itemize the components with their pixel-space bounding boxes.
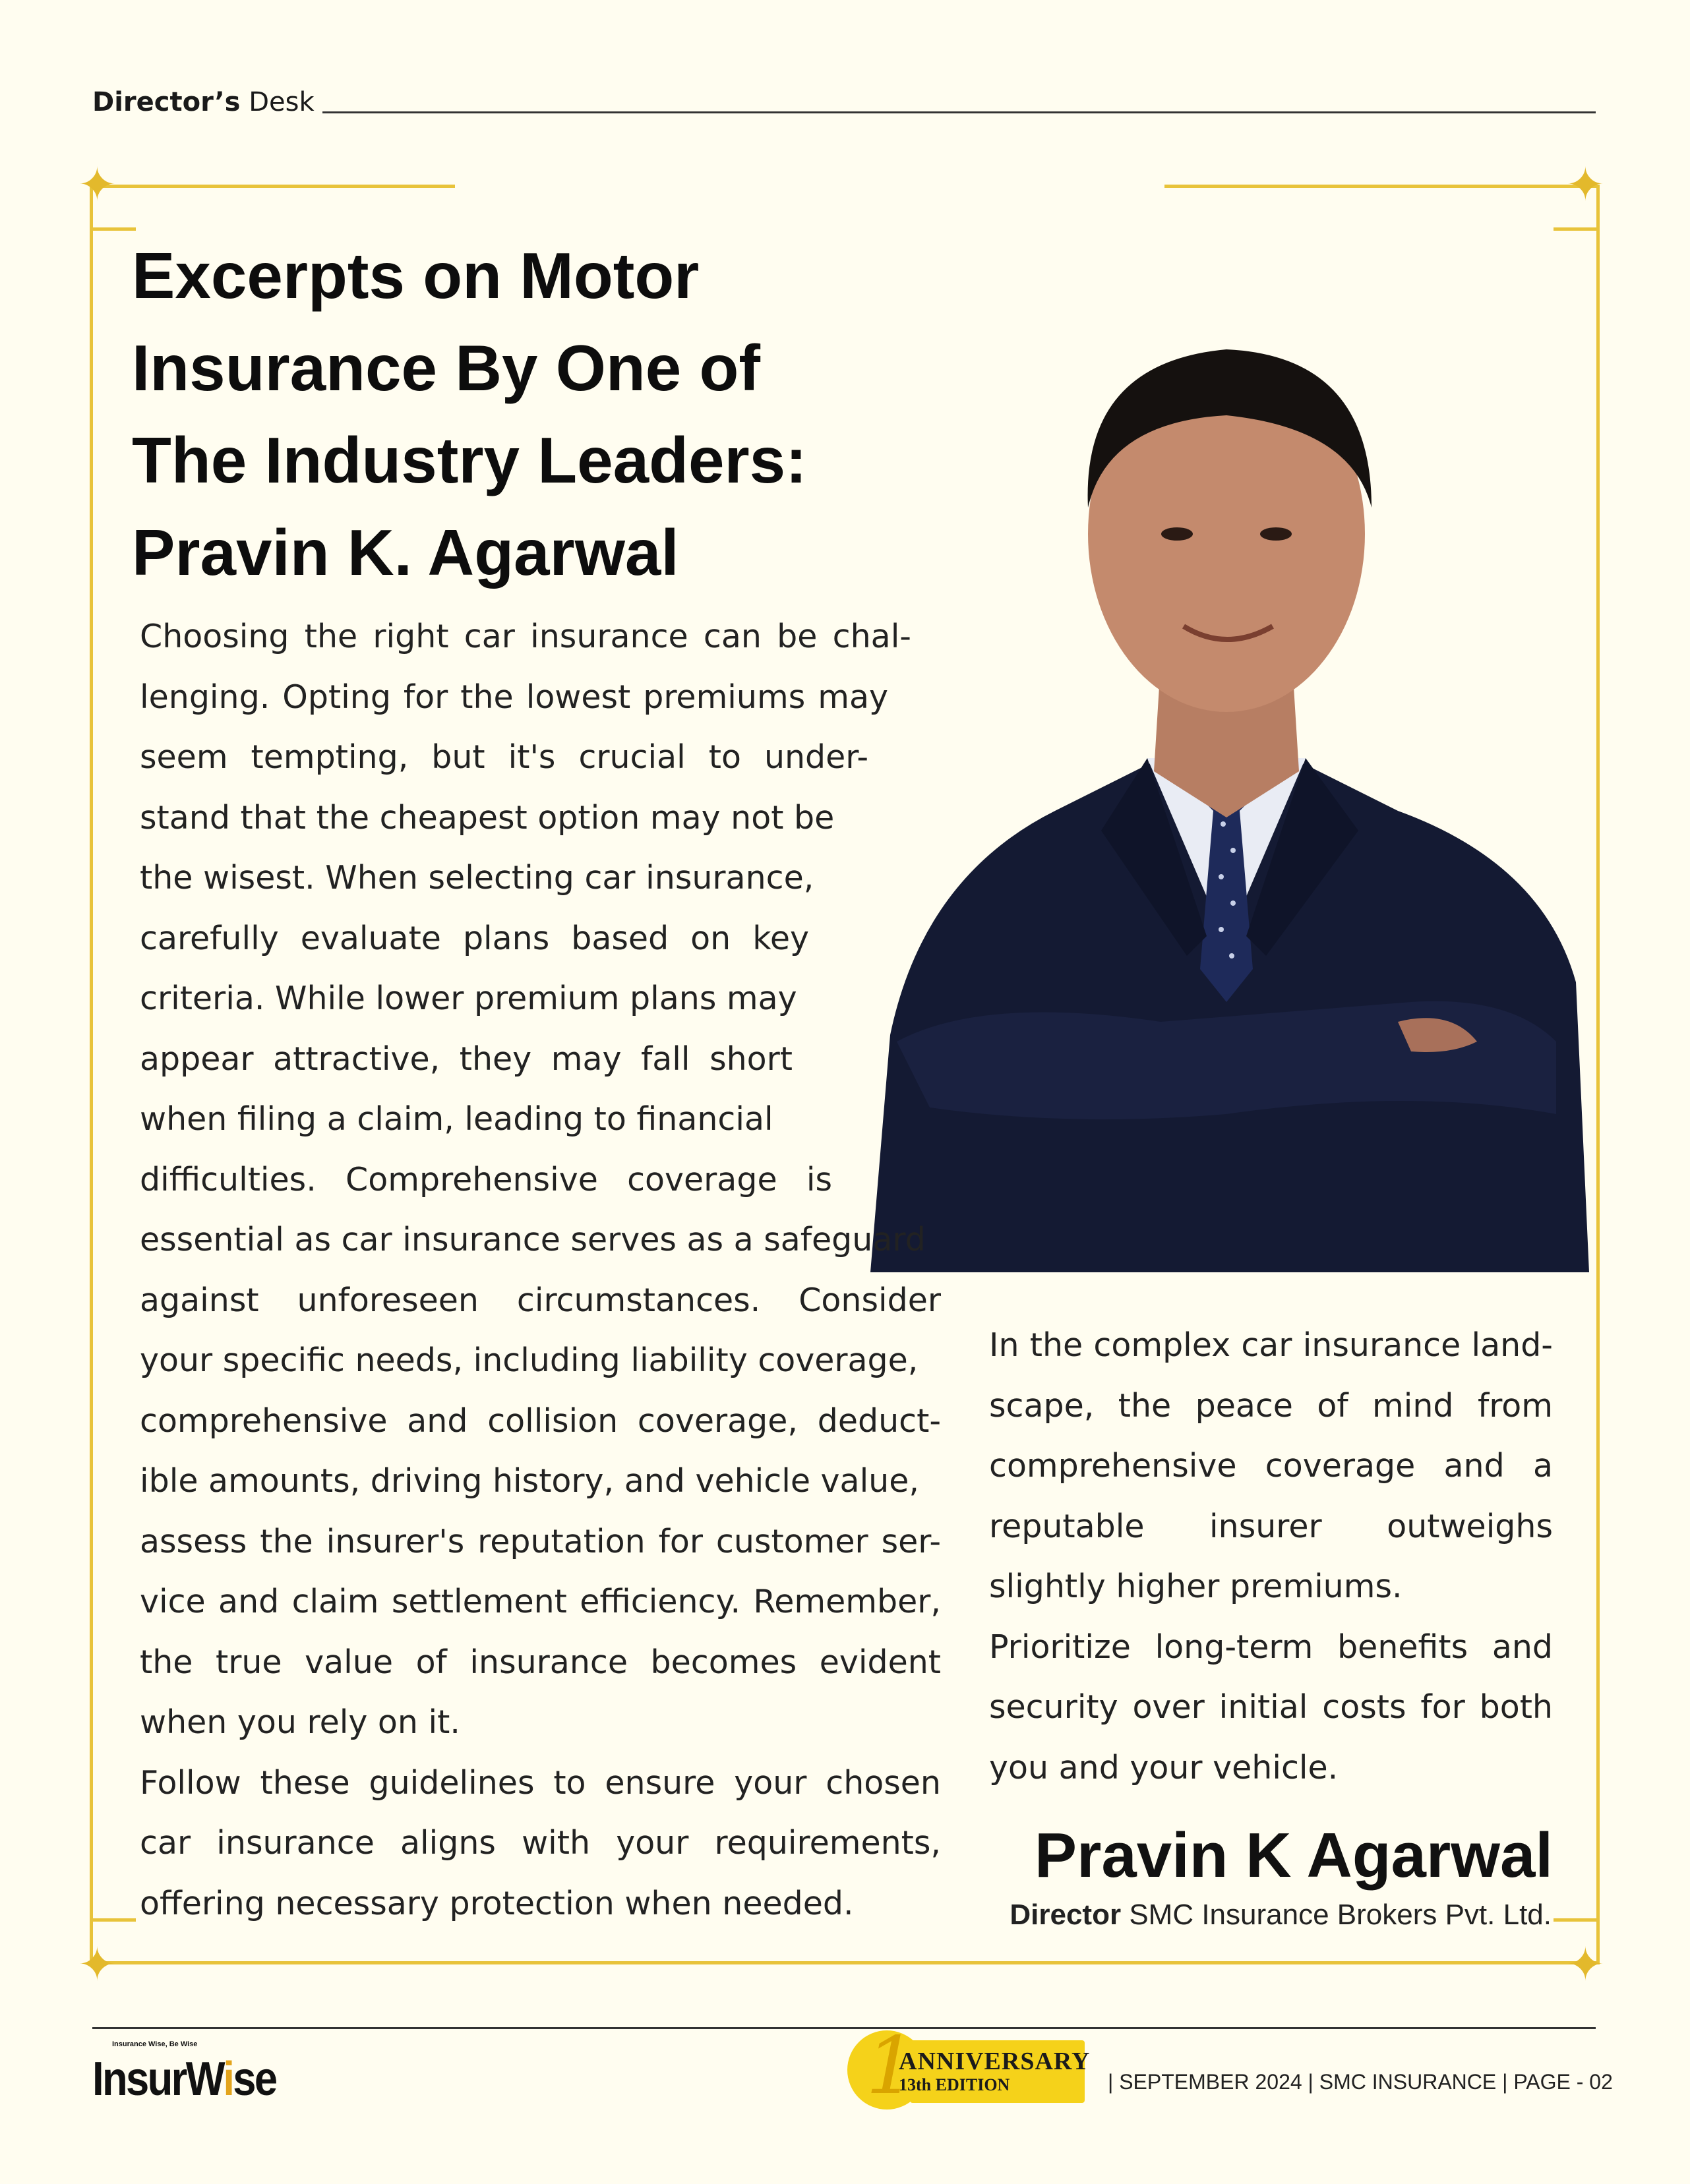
body-line: your specific needs, including liability coverage, [140, 1342, 919, 1379]
body-line: when you rely on it. [140, 1703, 460, 1741]
section-header [92, 78, 1596, 117]
body-line: the true value of insurance becomes evident [140, 1643, 941, 1681]
body-line: car insurance aligns with your requirements, [140, 1824, 941, 1862]
body-line: against unforeseen circumstances. Consider [140, 1281, 941, 1319]
sparkle-icon: ✦ [78, 1937, 117, 1992]
body-line: assess the insurer's reputation for customer ser- [140, 1522, 941, 1560]
anniversary-edition: 13th EDITION [899, 2075, 1010, 2094]
header-divider [322, 111, 1596, 113]
body-line: ible amounts, driving history, and vehicle value, [140, 1462, 919, 1500]
logo-wordmark: InsurWise [92, 2053, 276, 2106]
title-line: Excerpts on Motor [132, 239, 700, 312]
body-line: offering necessary protection when needed. [140, 1884, 854, 1922]
body-line: the wisest. When selecting car insurance, [140, 859, 814, 897]
body-line: difficulties. Comprehensive coverage is [140, 1160, 832, 1198]
anniversary-badge [847, 2021, 1091, 2113]
anniversary-number: 1 [866, 2021, 917, 2112]
body-line: you and your vehicle. [989, 1748, 1339, 1786]
body-line: Follow these guidelines to ensure your chosen [140, 1763, 941, 1802]
body-line: stand that the cheapest option may not be [140, 798, 835, 837]
left-column-text [140, 606, 951, 1933]
title-line: Pravin K. Agarwal [132, 516, 679, 589]
section-title: Director’s Desk [92, 87, 315, 117]
body-line: In the complex car insurance land- [989, 1326, 1553, 1364]
sparkle-icon: ✦ [1566, 1937, 1605, 1992]
footer-divider [92, 2027, 1596, 2029]
anniversary-title: ANNIVERSARY [899, 2048, 1091, 2075]
body-line: seem tempting, but it's crucial to under- [140, 738, 868, 776]
body-line: Prioritize long-term benefits and [989, 1628, 1553, 1666]
body-line: lenging. Opting for the lowest premiums may [140, 678, 888, 716]
body-line: essential as car insurance serves as a safeguard [140, 1221, 926, 1258]
body-line: comprehensive coverage and a [989, 1447, 1553, 1485]
right-column-text [989, 1315, 1553, 1798]
body-line: carefully evaluate plans based on key [140, 919, 809, 957]
logo-tagline: Insurance Wise, Be Wise [112, 2040, 198, 2048]
body-line: Choosing the right car insurance can be chal- [140, 618, 911, 655]
sparkle-icon: ✦ [78, 158, 117, 212]
body-line: when filing a claim, leading to financial [140, 1100, 773, 1138]
title-line: Insurance By One of [132, 332, 761, 404]
body-line: appear attractive, they may fall short [140, 1040, 793, 1078]
body-line: vice and claim settlement efficiency. Remember, [140, 1583, 941, 1620]
body-line: criteria. While lower premium plans may [140, 980, 797, 1017]
title-line: The Industry Leaders: [132, 424, 807, 496]
signature-role: Director SMC Insurance Brokers Pvt. Ltd. [1010, 1899, 1552, 1931]
footer-page-info: | SEPTEMBER 2024 | SMC INSURANCE | PAGE - 02 [1108, 2070, 1613, 2094]
body-line: security over initial costs for both [989, 1688, 1553, 1726]
insurwise-logo [92, 2040, 276, 2113]
body-line: comprehensive and collision coverage, deduct- [140, 1402, 941, 1440]
body-line: slightly higher premiums. [989, 1568, 1403, 1605]
body-line: reputable insurer outweighs [989, 1507, 1553, 1545]
sparkle-icon: ✦ [1566, 158, 1605, 212]
article-title [132, 229, 989, 599]
signature-name: Pravin K Agarwal [1034, 1820, 1553, 1891]
body-line: scape, the peace of mind from [989, 1386, 1553, 1425]
